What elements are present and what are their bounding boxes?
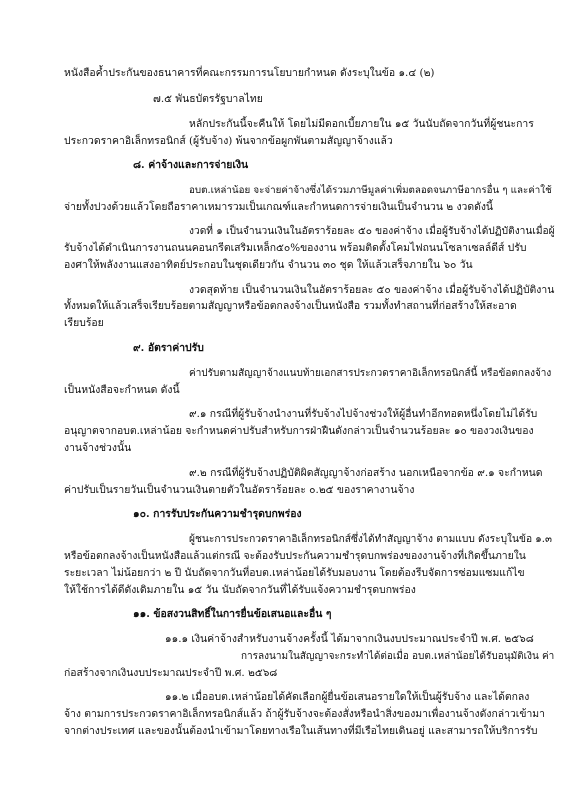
section-heading: ๙. อัตราค่าปรับ: [133, 342, 204, 354]
text-line: หรือข้อตกลงจ้างเป็นหนังสือแล้วแต่กรณี จะต้องรับประกันความชำรุดบกพร่องของงานจ้างที่เกิดขึ้นภายใน: [64, 550, 526, 562]
text-line: การลงนามในสัญญาจะกระทำได้ต่อเมื่อ อบต.เหล่าน้อยได้รับอนุมัติเงิน ค่า: [241, 651, 555, 662]
section-heading: ๘. ค่าจ้างและการจ่ายเงิน: [133, 159, 249, 171]
text-line: ๑๑.๒ เมื่ออบต.เหล่าน้อยได้คัดเลือกผู้ยื่นข้อเสนอรายใดให้เป็นผู้รับจ้าง และได้ตกลง: [165, 691, 530, 703]
section-heading: ๑๐. การรับประกันความชำรุดบกพร่อง: [133, 508, 302, 520]
text-line: ผู้ชนะการประกวดราคาอิเล็กทรอนิกส์ซึ่งได้ทำสัญญาจ้าง ตามแบบ ดังระบุในข้อ ๑.๓: [189, 534, 552, 545]
text-line: ค่าปรับเป็นรายวันเป็นจำนวนเงินตายตัวในอัตราร้อยละ ๐.๒๕ ของราคางานจ้าง: [64, 484, 415, 496]
text-line: องศาให้พลังงานแสงอาทิตย์ประกอบในชุดเดียวกัน จำนวน ๓๐ ชุด ให้แล้วเสร็จภายใน ๖๐ วัน: [64, 259, 473, 271]
text-line: ค่าปรับตามสัญญาจ้างแนบท้ายเอกสารประกวดราคาอิเล็กทรอนิกส์นี้ หรือข้อตกลงจ้าง: [189, 368, 552, 379]
text-line: เรียบร้อย: [64, 317, 104, 329]
text-line: ๙.๑ กรณีที่ผู้รับจ้างนำงานที่รับจ้างไปจ้างช่วงให้ผู้อื่นทำอีกทอดหนึ่งโดยไม่ได้รับ: [189, 408, 538, 420]
text-line: เป็นหนังสือจะกำหนด ดังนี้: [64, 384, 180, 396]
text-line: ทั้งหมดให้แล้วเสร็จเรียบร้อยตามสัญญาหรือข้อตกลงจ้างเป็นหนังสือ รวมทั้งทำสถานที่ก่อสร้างให้สะอาด: [64, 300, 517, 312]
text-line: อบต.เหล่าน้อย จะจ่ายค่าจ้างซึ่งได้รวมภาษีมูลค่าเพิ่มตลอดจนภาษีอากรอื่น ๆ และค่าใช้: [189, 185, 552, 196]
text-line: ก่อสร้างจากเงินงบประมาณประจำปี พ.ศ. ๒๕๖๘: [64, 667, 278, 679]
text-line: ประกวดราคาอิเล็กทรอนิกส์ (ผู้รับจ้าง) พ้นจากข้อผูกพันตามสัญญาจ้างแล้ว: [64, 135, 393, 147]
text-line: ๗.๕ พันธบัตรรัฐบาลไทย: [153, 93, 263, 105]
text-line: หลักประกันนี้จะคืนให้ โดยไม่มีดอกเบี้ยภายใน ๑๕ วันนับถัดจากวันที่ผู้ชนะการ: [189, 118, 534, 130]
text-line: จ่ายทั้งปวงด้วยแล้วโดยถือราคาเหมารวมเป็นเกณฑ์และกำหนดการจ่ายเงินเป็นจำนวน ๒ งวดดังนี้: [64, 201, 494, 213]
text-line: ๑๑.๑ เงินค่าจ้างสำหรับงานจ้างครั้งนี้ ได้มาจากเงินงบประมาณประจำปี พ.ศ. ๒๕๖๘: [165, 633, 534, 645]
text-line: งวดสุดท้าย เป็นจำนวนเงินในอัตราร้อยละ ๕๐ ของค่าจ้าง เมื่อผู้รับจ้างได้ปฏิบัติงาน: [189, 284, 555, 296]
text-line: รับจ้างได้ดำเนินการงานถนนคอนกรีตเสริมเหล็ก๕๐%ของงาน พร้อมติดตั้งโคมไฟถนนโซลาเซลล์ดีส์ ปรับ: [64, 242, 527, 254]
text-line: ระยะเวลา ไม่น้อยกว่า ๒ ปี นับถัดจากวันที่อบต.เหล่าน้อยได้รับมอบงาน โดยต้องรีบจัดการซ่อมแซมแก้ไข: [64, 567, 525, 579]
text-line: ๙.๒ กรณีที่ผู้รับจ้างปฏิบัติผิดสัญญาจ้างก่อสร้าง นอกเหนือจากข้อ ๙.๑ จะกำหนด: [189, 467, 543, 479]
text-line: ให้ใช้การได้ดีดังเดิมภายใน ๑๕ วัน นับถัดจากวันที่ได้รับแจ้งความชำรุดบกพร่อง: [64, 584, 416, 596]
text-line: งวดที่ ๑ เป็นจำนวนเงินในอัตราร้อยละ ๕๐ ของค่าจ้าง เมื่อผู้รับจ้างได้ปฏิบัติงานเมื่อผู้: [189, 226, 555, 237]
text-line: อนุญาตจากอบต.เหล่าน้อย จะกำหนดค่าปรับสำหรับการฝ่าฝืนดังกล่าวเป็นจำนวนร้อยละ ๑๐ ของวงเงินของ: [64, 425, 534, 437]
text-line: จากต่างประเทศ และของนั้นต้องนำเข้ามาโดยทางเรือในเส้นทางที่มีเรือไทยเดินอยู่ และสามารถให้บริการรับ: [64, 725, 538, 737]
section-heading: ๑๑. ข้อสงวนสิทธิ์ในการยื่นข้อเสนอและอื่น ๆ: [133, 608, 332, 620]
text-line: งานจ้างช่วงนั้น: [64, 442, 132, 454]
text-line: หนังสือค้ำประกันของธนาคารที่คณะกรรมการนโยบายกำหนด ดังระบุในข้อ ๑.๔ (๒): [64, 67, 435, 79]
text-line: จ้าง ตามการประกวดราคาอิเล็กทรอนิกส์แล้ว ถ้าผู้รับจ้างจะต้องสั่งหรือนำสิ่งของมาเพื่องานจ้างดังกล่าวเข้ามา: [64, 708, 545, 720]
